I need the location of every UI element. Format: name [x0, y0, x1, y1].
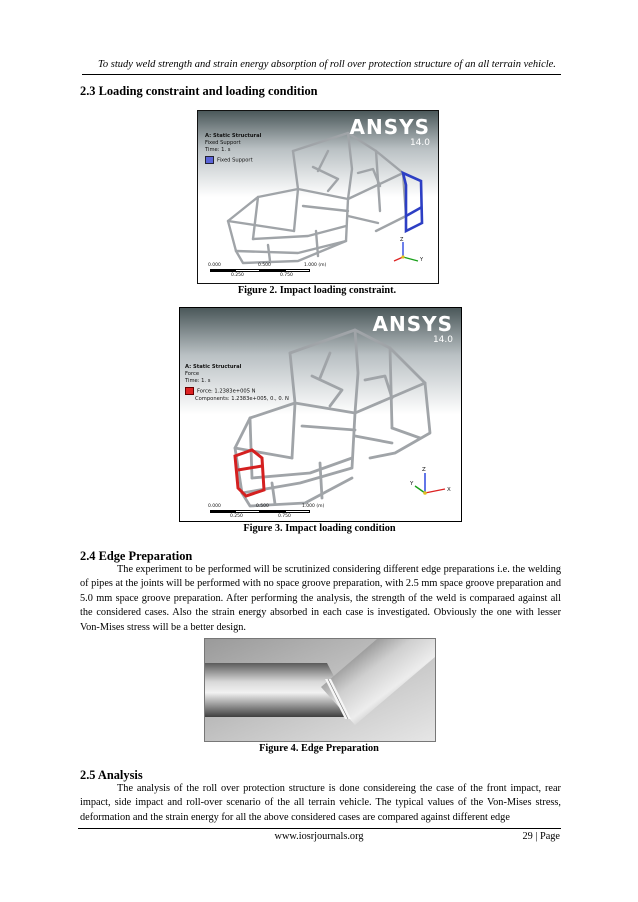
figure-4-image — [204, 638, 436, 742]
pipe-edge-render — [205, 639, 435, 741]
footer-rule — [78, 828, 561, 829]
figure-4-caption: Figure 4. Edge Preparation — [259, 743, 379, 754]
section-2-5-paragraph: The analysis of the roll over protection structure is done considereing the case of the front impact, rear impact, side impact and roll-over scenario of the all terrain vehicle. The typical values of the Von-Mises stress, deformation and the strain energy for all the above considered cases are compared against different edge — [80, 783, 561, 823]
figure-3-image — [179, 307, 462, 522]
axis-z-label: Z — [422, 467, 426, 473]
ansys-logo: ANSYS 14.0 — [349, 115, 430, 148]
ansys-logo: ANSYS 14.0 — [372, 312, 453, 345]
footer-page-number: 29 | Page — [522, 831, 560, 842]
axis-x-label: X — [447, 487, 451, 493]
figure-3-caption: Figure 3. Impact loading condition — [243, 523, 396, 534]
running-header: To study weld strength and strain energy absorption of roll over protection structure of an all terrain vehicle. — [98, 59, 556, 70]
axis-y-label: Y — [420, 257, 424, 263]
section-2-4-paragraph: The experiment to be performed will be scrutinized considering different edge preparations i.e. the welding of pipes at the joints will be performed with no space groove preparation, with 2.5 mm space groove preparation and 5.0 mm space groove preparation. After performing the analysis, the strength of the weld is comparaed against all the considered cases. Also the strain energy absorbed in each case is investigated. Obviously the one with lesser Von-Mises stress will be a better design. — [80, 564, 561, 633]
figure-3-legend: A: Static Structural Force Time: 1. s Force: 1.2383e+005 N Components: 1.2383e+005, 0., 0. N — [185, 364, 289, 402]
section-heading-2-5: 2.5 Analysis — [80, 768, 143, 782]
axis-z-label: Z — [400, 237, 404, 243]
header-rule — [82, 74, 561, 75]
section-heading-2-3: 2.3 Loading constraint and loading condition — [80, 84, 318, 98]
figure-2-caption: Figure 2. Impact loading constraint. — [237, 285, 397, 296]
axis-y-label: Y — [410, 481, 414, 487]
section-heading-2-4: 2.4 Edge Preparation — [80, 549, 193, 563]
footer-url: www.iosrjournals.org — [274, 831, 364, 842]
figure-2-legend: A: Static Structural Fixed Support Time: 1. s Fixed Support — [205, 133, 262, 164]
legend-swatch-icon — [205, 156, 214, 164]
legend-swatch-icon — [185, 387, 194, 395]
figure-2-image — [197, 110, 439, 284]
figure-3-scale-bar: 0.000 0.500 1.000 (m) 0.250 0.750 — [208, 504, 325, 519]
figure-2-scale-bar: 0.000 0.500 1.000 (m) 0.250 0.750 — [208, 263, 327, 278]
